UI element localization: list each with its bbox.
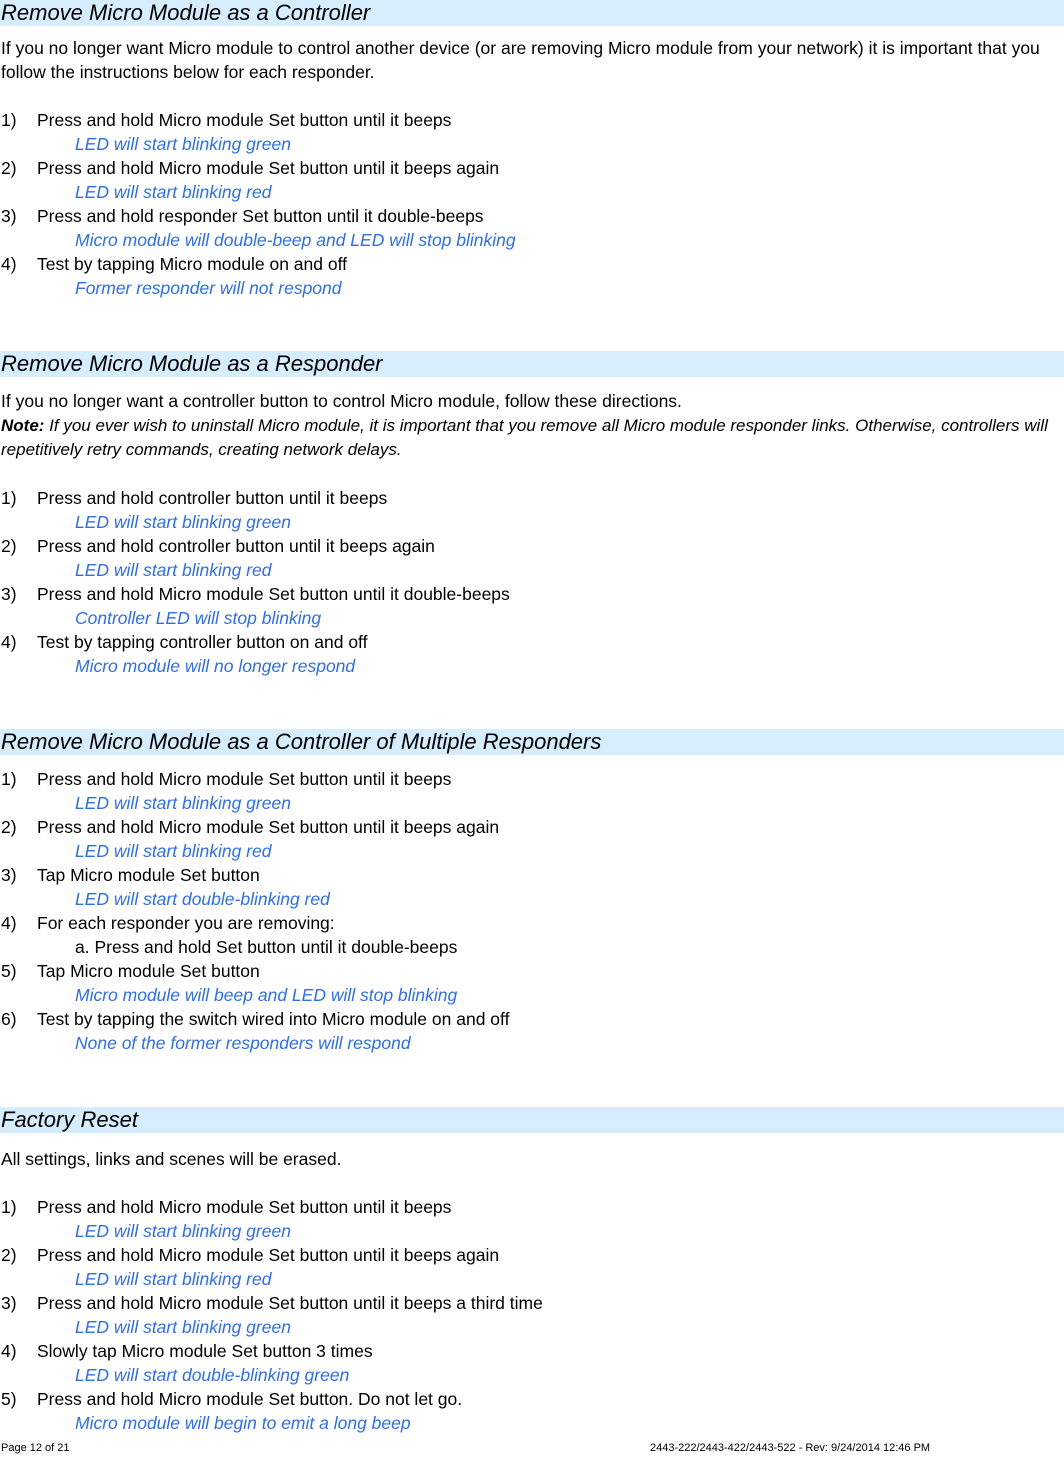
step-number: 1)	[1, 769, 17, 789]
step-number: 4)	[1, 254, 17, 274]
step-text: Press and hold Micro module Set button until it double-beeps	[37, 584, 510, 604]
step-result: Micro module will begin to emit a long beep	[75, 1413, 411, 1433]
step-result: LED will start blinking green	[75, 1317, 291, 1337]
note-label: Note	[1, 416, 39, 435]
list-item	[0, 911, 1064, 959]
section-remove-controller	[0, 0, 1064, 300]
list-item	[0, 1291, 1064, 1339]
step-number: 1)	[1, 1197, 17, 1217]
step-list	[0, 767, 1064, 1055]
step-number: 4)	[1, 913, 17, 933]
list-item	[0, 815, 1064, 863]
step-text: Press and hold responder Set button until it double-beeps	[37, 206, 484, 226]
list-item	[0, 252, 1064, 300]
section-heading: Remove Micro Module as a Controller	[0, 0, 1064, 26]
note-text: If you ever wish to uninstall Micro module, it is important that you remove all Micro module responder links. Otherwise, controllers will repetitively retry commands, creating network delays.	[1, 416, 1048, 459]
step-result: Micro module will double-beep and LED will stop blinking	[75, 230, 516, 250]
step-result: Micro module will beep and LED will stop blinking	[75, 985, 458, 1005]
step-number: 4)	[1, 1341, 17, 1361]
list-item	[0, 767, 1064, 815]
step-result: Former responder will not respond	[75, 278, 342, 298]
step-number: 1)	[1, 110, 17, 130]
section-intro: If you no longer want Micro module to control another device (or are removing Micro module from your network) it is important that you follow the instructions below for each responder.	[1, 38, 1040, 82]
step-text: Tap Micro module Set button	[37, 961, 260, 981]
list-item	[0, 534, 1064, 582]
step-number: 1)	[1, 488, 17, 508]
step-result: Controller LED will stop blinking	[75, 608, 322, 628]
section-remove-multiple	[0, 729, 1064, 1055]
step-text: Slowly tap Micro module Set button 3 times	[37, 1341, 373, 1361]
step-number: 2)	[1, 1245, 17, 1265]
section-remove-responder	[0, 351, 1064, 678]
step-text: Press and hold Micro module Set button until it beeps	[37, 769, 452, 789]
step-result: None of the former responders will respond	[75, 1033, 411, 1053]
step-number: 5)	[1, 1389, 17, 1409]
step-result: LED will start blinking red	[75, 560, 272, 580]
step-text: Press and hold controller button until it beeps	[37, 488, 388, 508]
step-result: LED will start double-blinking red	[75, 889, 330, 909]
step-text: Press and hold Micro module Set button until it beeps again	[37, 817, 500, 837]
step-result: LED will start blinking green	[75, 134, 291, 154]
step-text: Press and hold Micro module Set button until it beeps	[37, 110, 452, 130]
list-item	[0, 156, 1064, 204]
step-result: LED will start blinking green	[75, 512, 291, 532]
section-heading: Factory Reset	[0, 1107, 1064, 1133]
revision-info: 2443-222/2443-422/2443-522 - Rev: 9/24/2014 12:46 PM	[650, 1442, 931, 1454]
step-number: 6)	[1, 1009, 17, 1029]
step-result: LED will start double-blinking green	[75, 1365, 350, 1385]
list-item	[0, 1339, 1064, 1387]
step-text: Test by tapping the switch wired into Micro module on and off	[37, 1009, 510, 1029]
step-text: Press and hold Micro module Set button until it beeps	[37, 1197, 452, 1217]
step-number: 5)	[1, 961, 17, 981]
step-text: Press and hold Micro module Set button until it beeps again	[37, 1245, 500, 1265]
list-item	[0, 1243, 1064, 1291]
section-intro: All settings, links and scenes will be erased.	[1, 1149, 342, 1169]
section-intro: If you no longer want a controller button to control Micro module, follow these directions.	[1, 391, 682, 411]
step-text: Press and hold Micro module Set button. Do not let go.	[37, 1389, 463, 1409]
list-item	[0, 1007, 1064, 1055]
step-result: LED will start blinking red	[75, 182, 272, 202]
step-text: Press and hold controller button until it beeps again	[37, 536, 435, 556]
step-text: Test by tapping controller button on and off	[37, 632, 368, 652]
note	[0, 414, 1064, 462]
step-result: LED will start blinking green	[75, 1221, 291, 1241]
list-item	[0, 1195, 1064, 1243]
step-list	[0, 1195, 1064, 1435]
step-number: 2)	[1, 536, 17, 556]
step-text: Press and hold Micro module Set button until it beeps a third time	[37, 1293, 543, 1313]
note-colon: :	[38, 416, 45, 435]
section-heading: Remove Micro Module as a Controller of Multiple Responders	[0, 729, 1064, 755]
step-result: LED will start blinking red	[75, 841, 272, 861]
list-item	[0, 204, 1064, 252]
section-heading: Remove Micro Module as a Responder	[0, 351, 1064, 377]
list-item	[0, 108, 1064, 156]
step-text: Test by tapping Micro module on and off	[37, 254, 348, 274]
step-result: LED will start blinking red	[75, 1269, 272, 1289]
step-list	[0, 486, 1064, 678]
list-item	[0, 486, 1064, 534]
page-number: Page 12 of 21	[1, 1442, 70, 1454]
step-text: Press and hold Micro module Set button until it beeps again	[37, 158, 500, 178]
list-item	[0, 630, 1064, 678]
step-list	[0, 108, 1064, 300]
list-item	[0, 959, 1064, 1007]
list-item	[0, 582, 1064, 630]
page-footer	[0, 1440, 1064, 1456]
step-number: 2)	[1, 158, 17, 178]
section-factory-reset	[0, 1107, 1064, 1435]
list-item	[0, 863, 1064, 911]
step-number: 3)	[1, 1293, 17, 1313]
step-number: 3)	[1, 584, 17, 604]
step-text: For each responder you are removing:	[37, 913, 335, 933]
step-number: 2)	[1, 817, 17, 837]
step-substep: a. Press and hold Set button until it double-beeps	[75, 937, 458, 957]
list-item	[0, 1387, 1064, 1435]
step-text: Tap Micro module Set button	[37, 865, 260, 885]
step-result: Micro module will no longer respond	[75, 656, 356, 676]
step-number: 3)	[1, 865, 17, 885]
step-number: 4)	[1, 632, 17, 652]
step-number: 3)	[1, 206, 17, 226]
step-result: LED will start blinking green	[75, 793, 291, 813]
